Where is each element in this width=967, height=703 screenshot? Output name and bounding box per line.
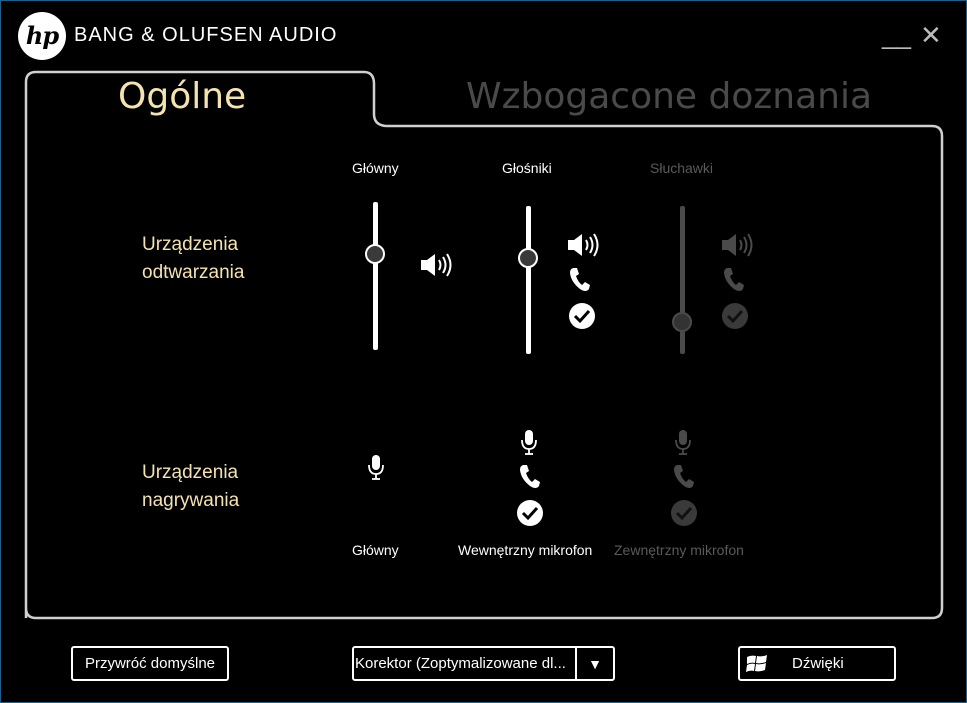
tab-general[interactable]: Ogólne xyxy=(118,76,247,117)
volume-slider-speakers[interactable] xyxy=(526,206,531,354)
windows-logo-icon xyxy=(746,654,768,674)
volume-slider-headphones-thumb[interactable] xyxy=(672,312,692,332)
volume-slider-main[interactable] xyxy=(373,202,378,350)
playback-label-line2: odtwarzania xyxy=(142,262,245,283)
sounds-button-label: Dźwięki xyxy=(792,655,844,672)
speaker-icon[interactable] xyxy=(566,232,600,258)
playback-category-label xyxy=(142,231,244,287)
recording-label-line2: nagrywania xyxy=(142,490,240,511)
equalizer-selected-value: Korektor (Zoptymalizowane dl... xyxy=(355,655,566,672)
default-check-icon[interactable] xyxy=(568,302,596,330)
close-button[interactable]: ✕ xyxy=(920,20,942,50)
dropdown-arrow-icon[interactable]: ▼ xyxy=(575,648,613,679)
phone-icon xyxy=(722,267,744,293)
column-label-main: Główny xyxy=(352,160,399,176)
microphone-icon[interactable] xyxy=(368,454,384,480)
phone-icon[interactable] xyxy=(518,464,540,490)
phone-icon[interactable] xyxy=(568,267,590,293)
default-check-icon xyxy=(670,499,698,527)
recording-label-internal-mic: Wewnętrzny mikrofon xyxy=(458,542,593,558)
recording-label-line1: Urządzenia xyxy=(142,462,239,483)
default-check-icon xyxy=(721,302,749,330)
restore-defaults-button[interactable]: Przywróć domyślne xyxy=(71,646,229,681)
playback-label-line1: Urządzenia xyxy=(142,234,239,255)
microphone-icon[interactable] xyxy=(521,429,537,455)
volume-slider-speakers-thumb[interactable] xyxy=(518,248,538,268)
column-label-headphones: Słuchawki xyxy=(650,160,714,176)
recording-label-main: Główny xyxy=(352,542,399,558)
equalizer-dropdown[interactable] xyxy=(352,646,615,681)
column-label-speakers: Głośniki xyxy=(502,160,552,176)
minimize-button[interactable]: __ xyxy=(882,20,911,50)
speaker-icon[interactable] xyxy=(419,252,453,278)
speaker-icon xyxy=(720,232,754,258)
microphone-icon xyxy=(675,429,691,455)
default-check-icon[interactable] xyxy=(516,499,544,527)
recording-label-external-mic: Zewnętrzny mikrofon xyxy=(614,542,744,558)
recording-category-label xyxy=(142,459,239,515)
brand-title: BANG & OLUFSEN AUDIO xyxy=(74,24,338,46)
volume-slider-main-thumb[interactable] xyxy=(365,244,385,264)
tab-enhanced-experience[interactable]: Wzbogacone doznania xyxy=(466,76,873,117)
phone-icon xyxy=(672,464,694,490)
hp-logo-text: hp xyxy=(25,21,59,50)
sounds-button[interactable] xyxy=(738,646,896,681)
